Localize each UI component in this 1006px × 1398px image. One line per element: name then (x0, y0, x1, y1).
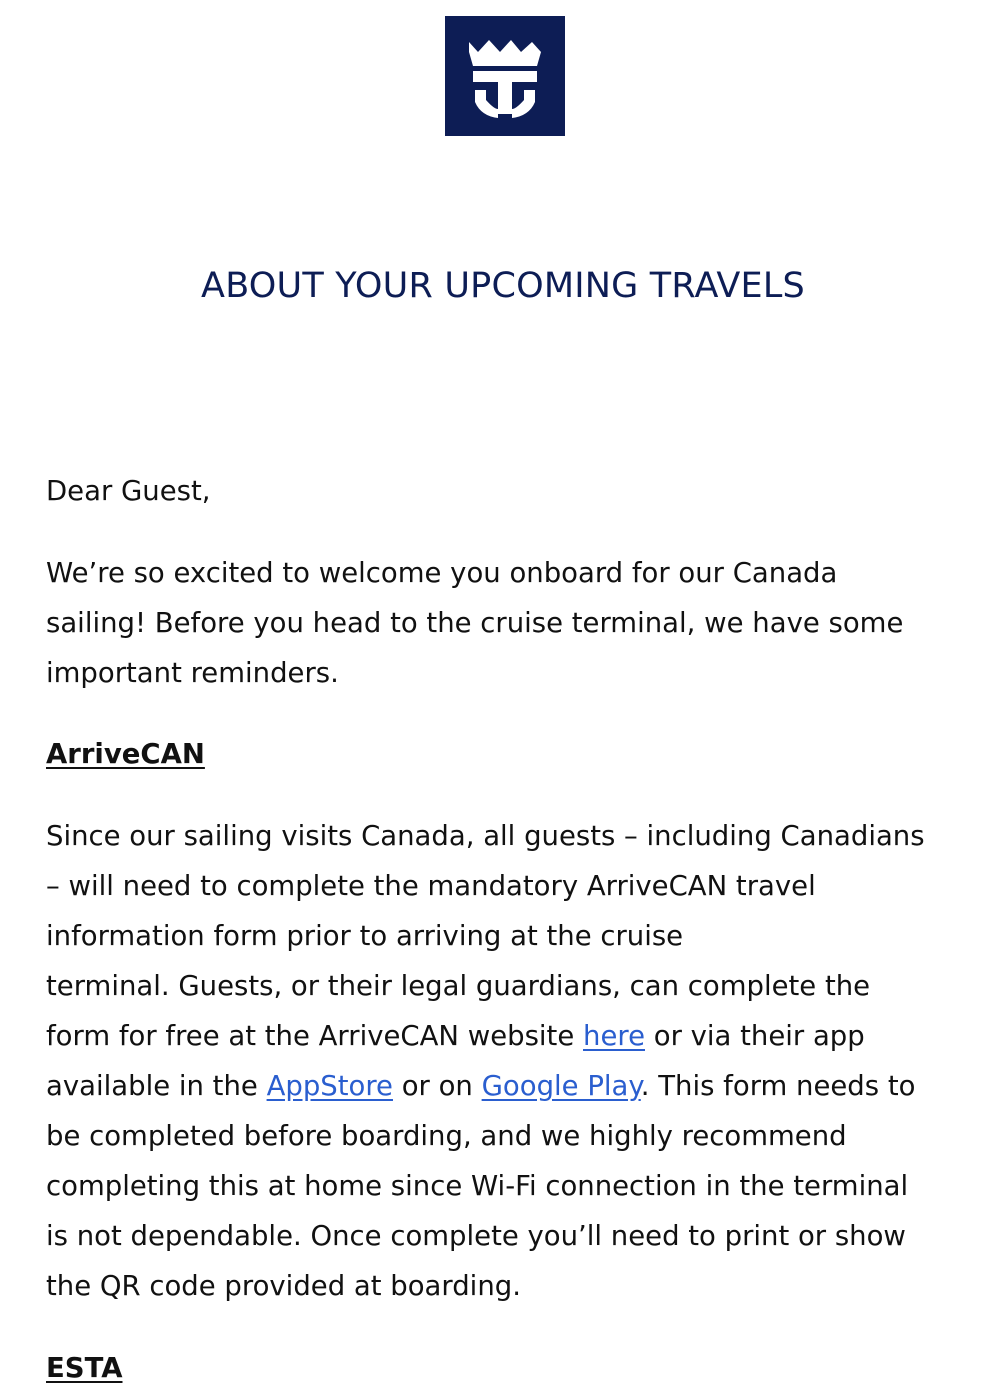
appstore-link[interactable]: AppStore (266, 1070, 393, 1102)
paragraph-line: is not dependable. Once complete you’ll need to print or show (46, 1220, 906, 1252)
brand-logo[interactable] (445, 16, 565, 136)
paragraph-line: completing this at home since Wi-Fi connection in the terminal (46, 1170, 909, 1202)
text-fragment: available in the (46, 1070, 267, 1102)
intro-line: important reminders. (46, 657, 339, 689)
text-fragment: . This form needs to (640, 1070, 916, 1102)
paragraph-line: Since our sailing visits Canada, all guests – including Canadians (46, 820, 925, 852)
crown-anchor-icon (445, 16, 565, 136)
paragraph-line (46, 1011, 966, 1061)
greeting-text: Dear Guest, (46, 475, 211, 507)
paragraph-line: be completed before boarding, and we highly recommend (46, 1120, 847, 1152)
section-heading-esta: ESTA (46, 1352, 123, 1384)
intro-line: sailing! Before you head to the cruise terminal, we have some (46, 607, 904, 639)
paragraph-line: the QR code provided at boarding. (46, 1270, 521, 1302)
paragraph-line: terminal. Guests, or their legal guardians, can complete the (46, 970, 871, 1002)
intro-line: We’re so excited to welcome you onboard for our Canada (46, 557, 838, 589)
arrivecan-website-link[interactable]: here (583, 1020, 645, 1052)
google-play-link[interactable]: Google Play (481, 1070, 641, 1102)
paragraph-line: information form prior to arriving at the cruise (46, 920, 684, 952)
text-fragment: or via their app (645, 1020, 865, 1052)
arrivecan-paragraph (46, 811, 966, 1311)
section-heading-arrivecan: ArriveCAN (46, 738, 205, 770)
text-fragment: form for free at the ArriveCAN website (46, 1020, 584, 1052)
paragraph-line (46, 1061, 966, 1111)
intro-paragraph (46, 548, 966, 698)
page-title: ABOUT YOUR UPCOMING TRAVELS (201, 266, 805, 306)
paragraph-line: – will need to complete the mandatory ArriveCAN travel (46, 870, 816, 902)
text-fragment: or on (392, 1070, 482, 1102)
